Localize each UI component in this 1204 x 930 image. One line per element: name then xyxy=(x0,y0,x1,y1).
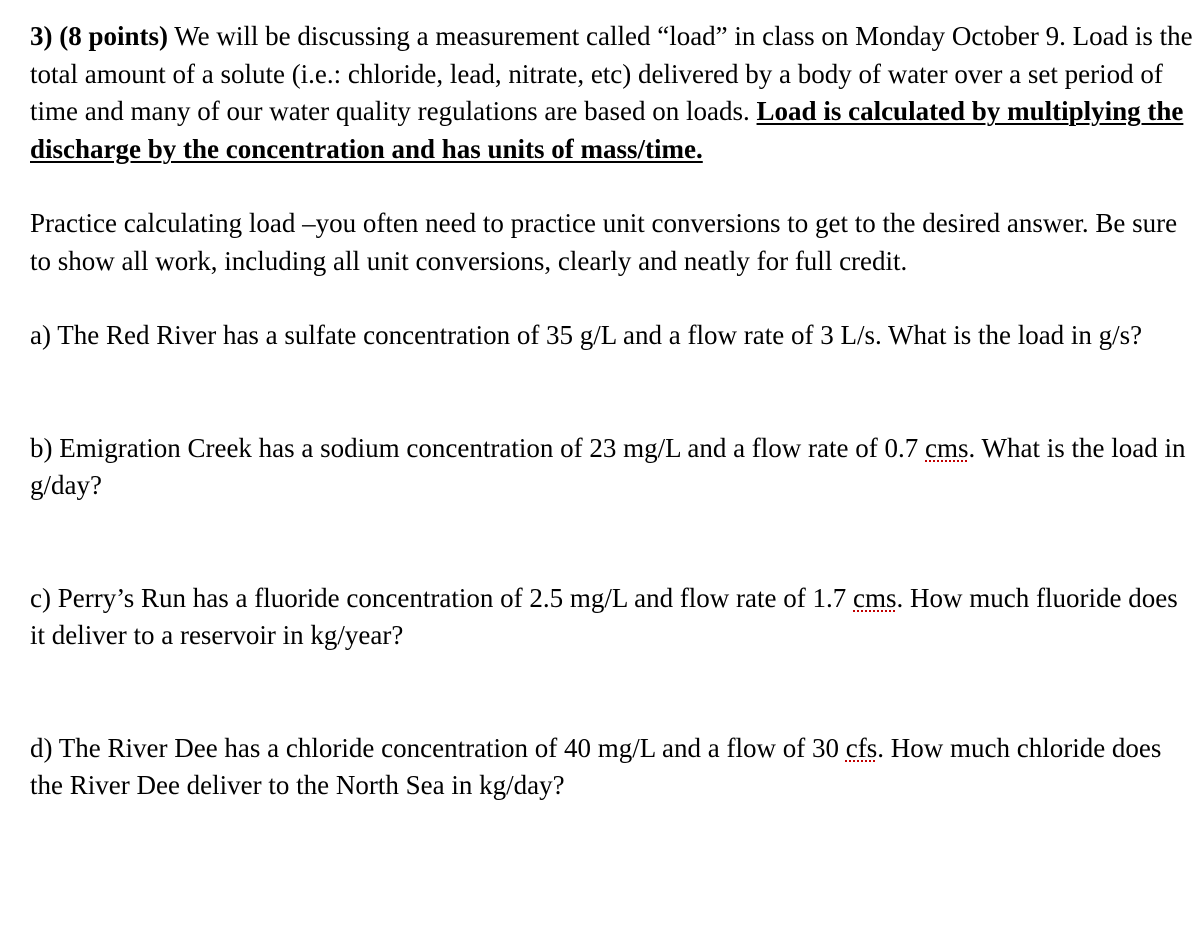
part-b xyxy=(30,430,1195,505)
part-c-before: c) Perry’s Run has a fluoride concentration of 2.5 mg/L and flow rate of 1.7 xyxy=(30,582,854,613)
question-intro xyxy=(30,18,1195,168)
part-b-before: b) Emigration Creek has a sodium concentration of 23 mg/L and a flow rate of 0.7 xyxy=(30,432,925,463)
part-d-after: . How much chloride does the River Dee deliver to the North Sea in kg/day? xyxy=(30,732,1162,800)
answer-space-c xyxy=(30,655,1195,730)
document-page xyxy=(30,18,1195,805)
practice-instructions: Practice calculating load –you often need to practice unit conversions to get to the desired answer. Be sure to show all work, including all unit conversions, clearly and neatly for full credit. xyxy=(30,208,1178,276)
part-d-unit: cfs xyxy=(845,732,878,763)
part-b-unit: cms xyxy=(925,432,969,463)
part-d-before: d) The River Dee has a chloride concentration of 40 mg/L and a flow of 30 xyxy=(30,732,846,763)
answer-space-a xyxy=(30,355,1195,430)
question-number-points: 3) (8 points) xyxy=(30,21,169,51)
part-c-after: . How much fluoride does it deliver to a reservoir in kg/year? xyxy=(30,582,1178,650)
answer-space-b xyxy=(30,505,1195,580)
part-b-after: . What is the load in g/day? xyxy=(30,432,1186,500)
part-c xyxy=(30,580,1195,655)
part-c-unit: cms xyxy=(853,582,897,613)
part-a: a) The Red River has a sulfate concentration of 35 g/L and a flow rate of 3 L/s. What is the load in g/s? xyxy=(30,320,1143,350)
load-definition-emphasis: Load is calculated by multiplying the discharge by the concentration and has units of mass/time. xyxy=(30,96,1184,164)
paragraph-gap xyxy=(30,168,1195,205)
part-d xyxy=(30,730,1195,805)
paragraph-gap xyxy=(30,280,1195,317)
question-intro-text: We will be discussing a measurement called “load” in class on Monday October 9. Load is the total amount of a solute (i.e.: chloride, lead, nitrate, etc) delivered by a body of water over a set period of time and many of our water quality regulations are based on loads. xyxy=(30,21,1193,126)
